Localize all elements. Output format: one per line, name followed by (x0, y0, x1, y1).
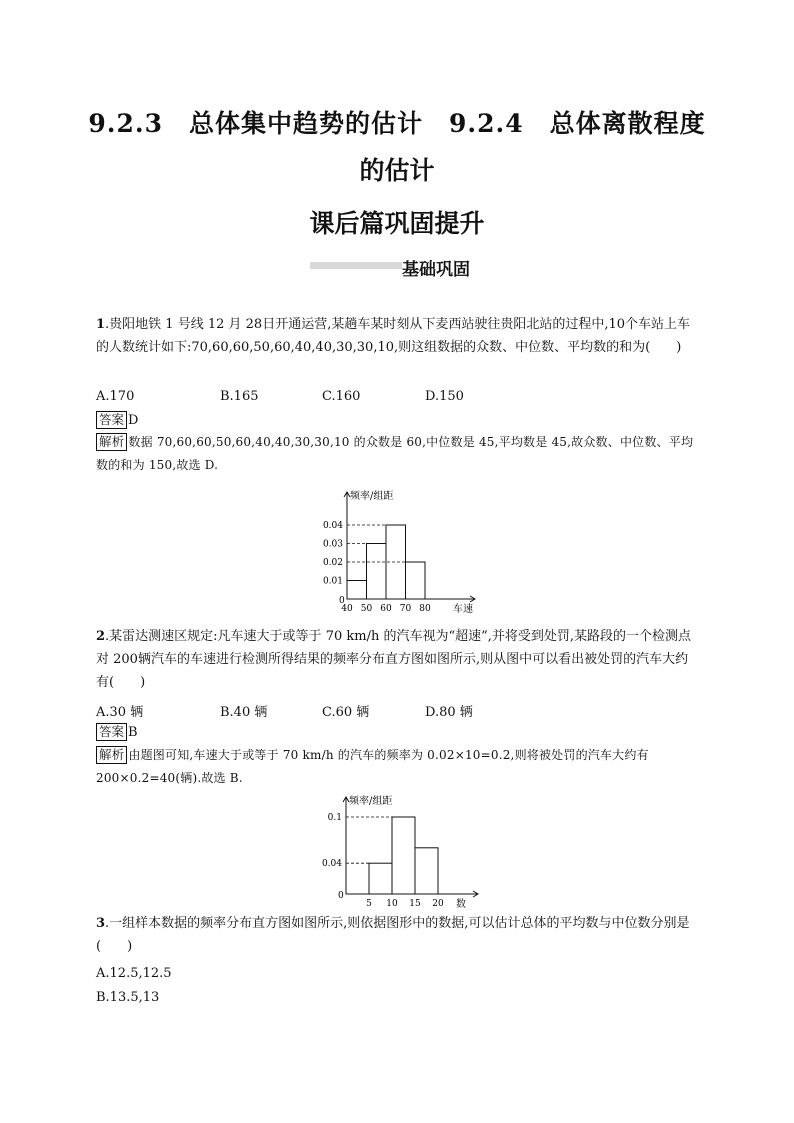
y-tick-label: 0.03 (322, 539, 343, 550)
section-title: 基础巩固 (402, 260, 470, 280)
y-tick-label: 0.02 (322, 558, 343, 568)
origin-label: 0 (338, 891, 344, 901)
page-title-line2: 的估计 (359, 156, 435, 185)
x-tick-label: 20 (432, 899, 444, 909)
answer-2 (96, 723, 138, 741)
answer-tag: 答案 (96, 723, 127, 741)
histogram-bar (367, 544, 387, 600)
option-b: B.165 (220, 389, 259, 404)
histogram-bar (406, 562, 426, 599)
y-tick-label: 0.04 (321, 859, 342, 870)
y-tick-label: 0.1 (327, 813, 342, 823)
x-axis-label: 数 (456, 899, 466, 910)
x-tick-label: 10 (386, 899, 398, 909)
y-axis-label: 频率/组距 (350, 491, 394, 502)
option-b: B.13.5,13 (96, 990, 160, 1005)
section-bar (310, 262, 402, 269)
page-subtitle: 课后篇巩固提升 (309, 209, 485, 238)
y-tick-label: 0.04 (322, 521, 343, 531)
question-text: .贵阳地铁 1 号线 12 月 28日开通运营,某趟车某时刻从下麦西站驶往贵阳北站的过程中,10个车站上车的人数统计如下:70,60,60,50,60,40,40,30,30,10,则这组数据的众数、中位数、平均数的和为( ) (96, 317, 691, 355)
page-title: 9.2.3 总体集中趋势的估计 9.2.4 总体离散程度 (88, 109, 706, 138)
y-tick-label: 0.01 (322, 576, 343, 587)
x-tick-label: 80 (419, 604, 431, 614)
explanation-tag: 解析 (96, 433, 127, 451)
histogram-bar (392, 817, 415, 894)
explanation-text: 由题图可知,车速大于或等于 70 km/h 的汽车的频率为 0.02×10=0.2,则将被处罚的汽车大约有 200×0.2=40(辆).故选 B. (96, 748, 649, 785)
option-b: B.40 辆 (220, 705, 268, 720)
question-number: 3 (96, 916, 106, 931)
y-axis-label: 频率/组距 (349, 796, 393, 807)
question-number: 1 (96, 317, 106, 332)
option-d: D.80 辆 (425, 705, 473, 720)
option-a: A.12.5,12.5 (96, 966, 172, 981)
explanation-1 (96, 431, 700, 477)
answer-tag: 答案 (96, 411, 127, 429)
histogram-bar (369, 863, 392, 894)
answer-1 (96, 411, 138, 429)
question-number: 2 (96, 629, 106, 644)
histogram-chart-2 (310, 792, 485, 910)
x-tick-label: 50 (360, 604, 373, 614)
answer-value: B (128, 725, 138, 740)
question-1 (96, 313, 696, 359)
option-c: C.60 辆 (322, 705, 370, 720)
question-text: .一组样本数据的频率分布直方图如图所示,则依据图形中的数据,可以估计总体的平均数与中位数分别是( ) (96, 916, 690, 954)
question-3 (96, 912, 696, 958)
option-d: D.150 (425, 389, 464, 404)
explanation-tag: 解析 (96, 746, 127, 764)
option-a: A.170 (96, 389, 135, 404)
x-tick-label: 70 (399, 604, 412, 614)
option-a: A.30 辆 (96, 705, 144, 720)
question-text: .某雷达测速区规定:凡车速大于或等于 70 km/h 的汽车视为“超速”,并将受到处罚,某路段的一个检测点对 200辆汽车的车速进行检测所得结果的频率分布直方图如图所示,则从图中可以看出被处罚的汽车大约有( ) (96, 629, 692, 690)
x-tick-label: 40 (341, 604, 353, 614)
option-c: C.160 (322, 389, 361, 404)
origin-label: 0 (339, 596, 345, 606)
x-tick-label: 5 (366, 899, 372, 909)
answer-value: D (128, 413, 139, 428)
explanation-2 (96, 744, 700, 790)
x-tick-label: 60 (380, 604, 392, 614)
histogram-chart-1 (310, 486, 485, 616)
explanation-text: 数据 70,60,60,50,60,40,40,30,30,10 的众数是 60,中位数是 45,平均数是 45,故众数、中位数、平均数的和为 150,故选 D. (96, 435, 694, 472)
x-axis-label: 车速 (453, 604, 473, 615)
histogram-bar (415, 848, 438, 894)
histogram-bar (347, 581, 367, 600)
question-2 (96, 625, 696, 694)
x-tick-label: 15 (409, 899, 421, 909)
